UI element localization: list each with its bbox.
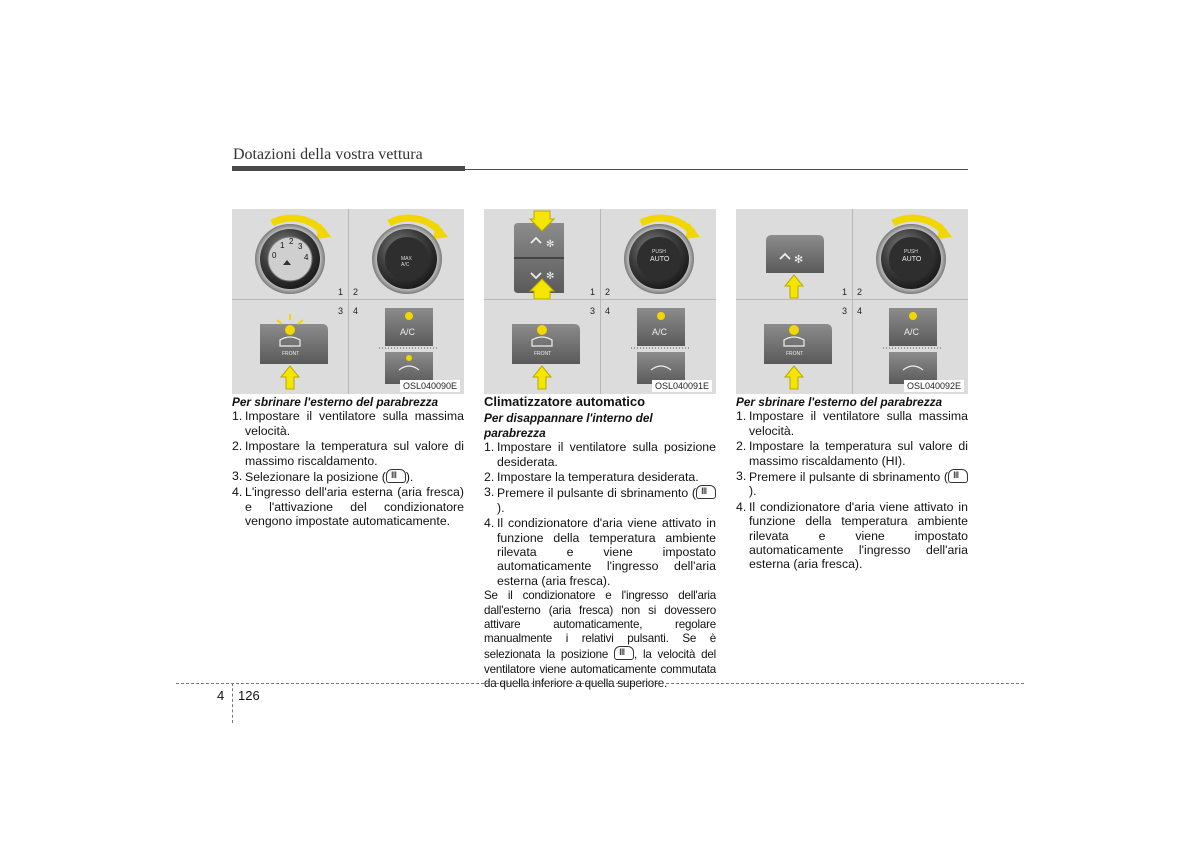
fan-rocker-switch-illustration — [484, 209, 600, 299]
quadrant-number-1: 1 — [338, 287, 344, 297]
front-defrost-button-illustration: FRONT — [736, 300, 852, 394]
auto-knob-illustration: PUSH AUTO — [853, 209, 968, 299]
section-heading: Climatizzatore automatico — [484, 394, 646, 409]
figure-code: OSL040092E — [904, 380, 964, 392]
right-text-column — [736, 395, 968, 573]
step-item: 4. Il condizionatore d'aria viene attivato in funzione della temperatura ambiente rilevata e viene impostato automaticamente l'ingresso dell'aria esterna (aria fresca). — [736, 499, 968, 572]
section-subtitle: Per sbrinare l'esterno del parabrezza — [736, 395, 943, 409]
section-subtitle: Per sbrinare l'esterno del parabrezza — [232, 395, 439, 409]
step-item: 3. Premere il pulsante di sbrinamento (Ⅲ). — [736, 469, 968, 499]
fan-up-switch-illustration — [736, 209, 852, 299]
figure-defrost-auto — [736, 209, 968, 394]
quadrant-number-4: 4 — [605, 306, 611, 316]
note-paragraph: Se il condizionatore e l'ingresso dell'aria dall'esterno (aria fresca) non si dovessero attivare automaticamente, regolare manualmente i relativi pulsanti. Se è selezionata la posizione Ⅲ , la velocità del ventilatore viene automaticamente commutata da quella inferiore a quella superiore. — [484, 589, 716, 691]
quadrant-number-4: 4 — [353, 306, 359, 316]
running-header: Dotazioni della vostra vettura — [233, 146, 423, 163]
defrost-icon — [696, 485, 716, 499]
quadrant-number-3: 3 — [338, 306, 344, 316]
quadrant-number-3: 3 — [842, 306, 848, 316]
ac-recirc-buttons-illustration: A/C — [601, 300, 716, 394]
defrost-icon — [386, 469, 406, 483]
steps-list — [484, 440, 716, 588]
ac-recirc-buttons-illustration: A/C — [853, 300, 968, 394]
fan-speed-knob-illustration: 0 1 2 3 4 — [232, 209, 348, 299]
footer-rule — [176, 683, 1024, 684]
defrost-icon — [948, 469, 968, 483]
header-rule — [465, 169, 968, 170]
steps-list — [736, 409, 968, 571]
defrost-icon — [614, 646, 634, 660]
figure-code: OSL040090E — [400, 380, 460, 392]
step-item: 1. Impostare il ventilatore sulla massima velocità. — [232, 409, 464, 438]
quadrant-number-4: 4 — [857, 306, 863, 316]
steps-list — [232, 409, 464, 528]
svg-text:✻: ✻ — [546, 271, 555, 282]
middle-text-column — [484, 395, 716, 691]
quadrant-number-1: 1 — [590, 287, 596, 297]
page-number: 126 — [238, 688, 260, 703]
step-item: 2. Impostare la temperatura sul valore di massimo riscaldamento. — [232, 439, 464, 468]
ac-recirc-buttons-illustration: A/C — [349, 300, 464, 394]
footer-divider — [232, 683, 233, 723]
left-text-column — [232, 395, 464, 530]
temperature-knob-illustration: MAX A/C — [349, 209, 464, 299]
step-item: 3. Premere il pulsante di sbrinamento (Ⅲ). — [484, 485, 716, 515]
section-subtitle: Per disappannare l'interno del parabrezza — [484, 411, 653, 440]
step-item: 4. Il condizionatore d'aria viene attivato in funzione della temperatura ambiente rilevata e viene impostato automaticamente l'ingresso dell'aria esterna (aria fresca). — [484, 516, 716, 588]
quadrant-number-2: 2 — [857, 287, 863, 297]
chapter-number: 4 — [217, 688, 225, 703]
svg-text:✻: ✻ — [794, 253, 804, 266]
quadrant-number-2: 2 — [353, 287, 359, 297]
figure-code: OSL040091E — [652, 380, 712, 392]
step-item: 2. Impostare la temperatura desiderata. — [484, 470, 699, 485]
header-bar — [232, 166, 465, 171]
step-item: 3. Selezionare la posizione (Ⅲ ). — [232, 469, 464, 484]
quadrant-number-2: 2 — [605, 287, 611, 297]
svg-text:✻: ✻ — [546, 239, 555, 250]
auto-knob-illustration: PUSH AUTO — [601, 209, 716, 299]
quadrant-number-1: 1 — [842, 287, 848, 297]
front-defrost-button-illustration: FRONT — [484, 300, 600, 394]
step-item: 1. Impostare il ventilatore sulla massima velocità. — [736, 409, 968, 438]
step-item: 4. L'ingresso dell'aria esterna (aria fresca) e l'attivazione del condizionatore vengono impostate automaticamente. — [232, 485, 464, 529]
front-defrost-button-illustration: FRONT — [232, 300, 348, 394]
figure-defog-auto — [484, 209, 716, 394]
figure-defrost-manual — [232, 209, 464, 394]
step-item: 1. Impostare il ventilatore sulla posizione desiderata. — [484, 440, 716, 469]
quadrant-number-3: 3 — [590, 306, 596, 316]
step-item: 2. Impostare la temperatura sul valore di massimo riscaldamento (HI). — [736, 439, 968, 468]
